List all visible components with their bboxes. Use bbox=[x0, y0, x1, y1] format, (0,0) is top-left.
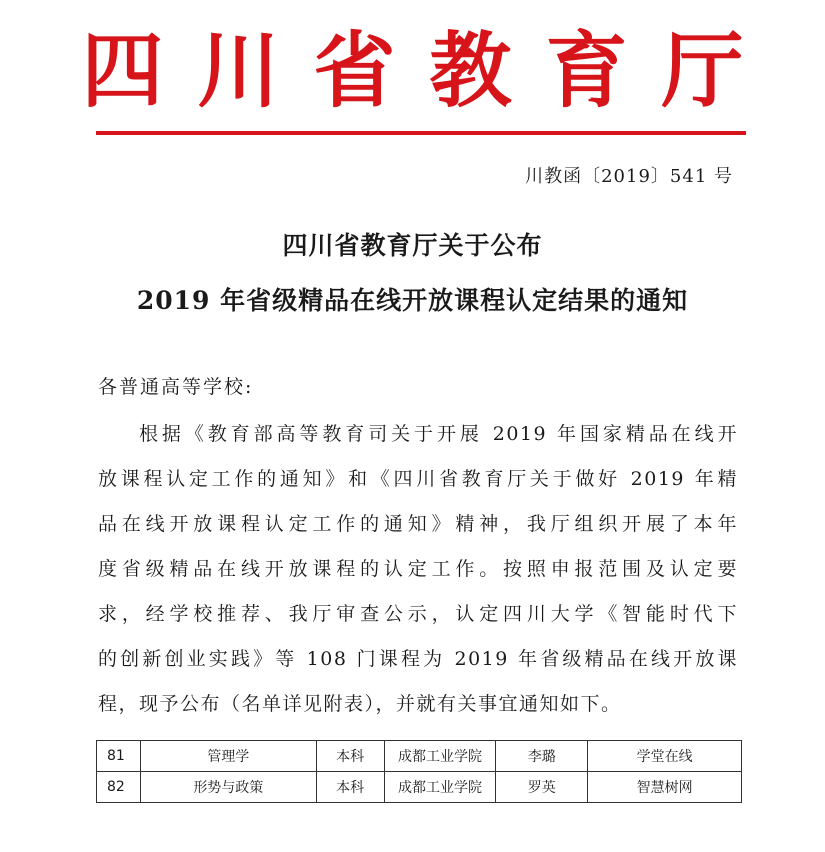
body-line-3: 品在线开放课程认定工作的通知》精神，我厅组织开展了本年 bbox=[98, 513, 738, 535]
cell-level: 本科 bbox=[316, 741, 384, 772]
cell-course: 管理学 bbox=[140, 741, 316, 772]
cell-no: 81 bbox=[97, 741, 141, 772]
cell-level: 本科 bbox=[316, 772, 384, 803]
notice-title-line-1: 四川省教育厅关于公布 bbox=[282, 231, 543, 260]
body-line-6: 的创新创业实践》等 108 门课程为 2019 年省级精品在线开放课 bbox=[98, 648, 738, 670]
cell-teacher: 罗英 bbox=[496, 772, 588, 803]
cell-course: 形势与政策 bbox=[140, 772, 316, 803]
document-number: 川教函〔2019〕541 号 bbox=[525, 166, 733, 187]
table-row bbox=[97, 772, 742, 803]
cell-school: 成都工业学院 bbox=[384, 741, 496, 772]
body-line-4: 度省级精品在线开放课程的认定工作。按照申报范围及认定要 bbox=[98, 558, 738, 580]
cell-platform: 学堂在线 bbox=[588, 741, 742, 772]
table-row bbox=[97, 741, 742, 772]
notice-title-line-2: 2019 年省级精品在线开放课程认定结果的通知 bbox=[136, 286, 689, 315]
cell-no: 82 bbox=[97, 772, 141, 803]
letterhead-red-rule bbox=[96, 131, 746, 135]
body-line-7: 程，现予公布（名单详见附表），并就有关事宜通知如下。 bbox=[98, 693, 622, 715]
body-line-2: 放课程认定工作的通知》和《四川省教育厅关于做好 2019 年精 bbox=[98, 468, 738, 490]
cell-platform: 智慧树网 bbox=[588, 772, 742, 803]
course-list-table bbox=[96, 740, 742, 803]
body-line-1: 根据《教育部高等教育司关于开展 2019 年国家精品在线开 bbox=[139, 423, 738, 445]
cell-school: 成都工业学院 bbox=[384, 772, 496, 803]
org-letterhead-title: 四川省教育厅 bbox=[81, 24, 778, 119]
cell-teacher: 李璐 bbox=[496, 741, 588, 772]
body-line-5: 求，经学校推荐、我厅审查公示，认定四川大学《智能时代下 bbox=[98, 603, 738, 625]
salutation: 各普通高等学校: bbox=[98, 376, 254, 398]
